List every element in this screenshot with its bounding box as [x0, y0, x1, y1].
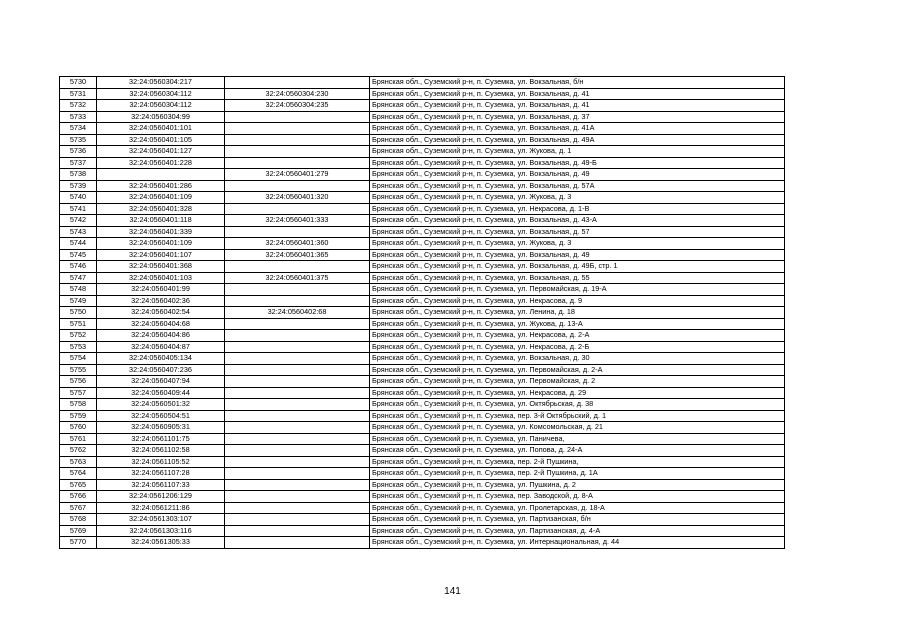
row-number-cell: 5762 [60, 445, 97, 457]
row-number-cell: 5756 [60, 376, 97, 388]
row-number-cell: 5734 [60, 123, 97, 135]
linked-cadastral-number-cell [225, 502, 370, 514]
linked-cadastral-number-cell [225, 353, 370, 365]
linked-cadastral-number-cell: 32:24:0560401:333 [225, 215, 370, 227]
table-row [60, 77, 785, 89]
cadastral-table [59, 76, 785, 549]
row-number-cell: 5749 [60, 295, 97, 307]
row-number-cell: 5765 [60, 479, 97, 491]
table-row [60, 215, 785, 227]
cadastral-number-cell: 32:24:0561211:86 [97, 502, 225, 514]
linked-cadastral-number-cell: 32:24:0560401:360 [225, 238, 370, 250]
row-number-cell: 5757 [60, 387, 97, 399]
address-cell: Брянская обл., Суземский р-н, п. Суземка, ул. Вокзальная, д. 49 [370, 169, 785, 181]
linked-cadastral-number-cell [225, 422, 370, 434]
address-cell: Брянская обл., Суземский р-н, п. Суземка, ул. Ленина, д. 18 [370, 307, 785, 319]
row-number-cell: 5760 [60, 422, 97, 434]
row-number-cell: 5748 [60, 284, 97, 296]
linked-cadastral-number-cell [225, 514, 370, 526]
address-cell: Брянская обл., Суземский р-н, п. Суземка, ул. Комсомольская, д. 21 [370, 422, 785, 434]
linked-cadastral-number-cell [225, 157, 370, 169]
address-cell: Брянская обл., Суземский р-н, п. Суземка, ул. Вокзальная, д. 43-А [370, 215, 785, 227]
row-number-cell: 5739 [60, 180, 97, 192]
linked-cadastral-number-cell [225, 537, 370, 549]
table-row [60, 134, 785, 146]
cadastral-number-cell: 32:24:0561102:58 [97, 445, 225, 457]
linked-cadastral-number-cell [225, 491, 370, 503]
table-row [60, 479, 785, 491]
cadastral-number-cell: 32:24:0560304:112 [97, 100, 225, 112]
table-row [60, 146, 785, 158]
address-cell: Брянская обл., Суземский р-н, п. Суземка, ул. Интернациональная, д. 44 [370, 537, 785, 549]
address-cell: Брянская обл., Суземский р-н, п. Суземка, ул. Жукова, д. 13-А [370, 318, 785, 330]
linked-cadastral-number-cell [225, 376, 370, 388]
cadastral-number-cell: 32:24:0560401:118 [97, 215, 225, 227]
linked-cadastral-number-cell [225, 111, 370, 123]
cadastral-number-cell: 32:24:0560409:44 [97, 387, 225, 399]
cadastral-table-body [60, 77, 785, 549]
cadastral-number-cell: 32:24:0560905:31 [97, 422, 225, 434]
table-row [60, 456, 785, 468]
row-number-cell: 5770 [60, 537, 97, 549]
address-cell: Брянская обл., Суземский р-н, п. Суземка, ул. Некрасова, д. 9 [370, 295, 785, 307]
linked-cadastral-number-cell: 32:24:0560401:365 [225, 249, 370, 261]
cadastral-number-cell: 32:24:0560401:368 [97, 261, 225, 273]
cadastral-number-cell: 32:24:0560401:109 [97, 192, 225, 204]
cadastral-number-cell: 32:24:0560402:36 [97, 295, 225, 307]
row-number-cell: 5768 [60, 514, 97, 526]
linked-cadastral-number-cell [225, 445, 370, 457]
cadastral-number-cell: 32:24:0560404:68 [97, 318, 225, 330]
address-cell: Брянская обл., Суземский р-н, п. Суземка, ул. Вокзальная, д. 37 [370, 111, 785, 123]
table-row [60, 295, 785, 307]
row-number-cell: 5747 [60, 272, 97, 284]
address-cell: Брянская обл., Суземский р-н, п. Суземка, пер. 2-й Пушкина, д. 1А [370, 468, 785, 480]
table-row [60, 491, 785, 503]
address-cell: Брянская обл., Суземский р-н, п. Суземка, ул. Жукова, д. 3 [370, 238, 785, 250]
cadastral-number-cell: 32:24:0561305:33 [97, 537, 225, 549]
row-number-cell: 5769 [60, 525, 97, 537]
linked-cadastral-number-cell [225, 295, 370, 307]
cadastral-number-cell: 32:24:0560404:86 [97, 330, 225, 342]
cadastral-number-cell: 32:24:0561107:28 [97, 468, 225, 480]
row-number-cell: 5750 [60, 307, 97, 319]
linked-cadastral-number-cell [225, 456, 370, 468]
table-row [60, 318, 785, 330]
row-number-cell: 5741 [60, 203, 97, 215]
cadastral-number-cell: 32:24:0560407:236 [97, 364, 225, 376]
cadastral-number-cell: 32:24:0560401:228 [97, 157, 225, 169]
linked-cadastral-number-cell [225, 525, 370, 537]
address-cell: Брянская обл., Суземский р-н, п. Суземка, ул. Пушкина, д. 2 [370, 479, 785, 491]
row-number-cell: 5755 [60, 364, 97, 376]
linked-cadastral-number-cell [225, 410, 370, 422]
cadastral-number-cell: 32:24:0561303:116 [97, 525, 225, 537]
table-row [60, 445, 785, 457]
address-cell: Брянская обл., Суземский р-н, п. Суземка, ул. Вокзальная, д. 55 [370, 272, 785, 284]
linked-cadastral-number-cell: 32:24:0560402:68 [225, 307, 370, 319]
table-row [60, 502, 785, 514]
address-cell: Брянская обл., Суземский р-н, п. Суземка, ул. Вокзальная, д. 57 [370, 226, 785, 238]
address-cell: Брянская обл., Суземский р-н, п. Суземка, ул. Вокзальная, д. 49-Б [370, 157, 785, 169]
address-cell: Брянская обл., Суземский р-н, п. Суземка, ул. Вокзальная, д. 41А [370, 123, 785, 135]
row-number-cell: 5746 [60, 261, 97, 273]
table-row [60, 364, 785, 376]
cadastral-number-cell: 32:24:0560304:112 [97, 88, 225, 100]
address-cell: Брянская обл., Суземский р-н, п. Суземка, ул. Партизанская, д. 4-А [370, 525, 785, 537]
row-number-cell: 5735 [60, 134, 97, 146]
cadastral-number-cell: 32:24:0560407:94 [97, 376, 225, 388]
table-row [60, 514, 785, 526]
table-row [60, 261, 785, 273]
address-cell: Брянская обл., Суземский р-н, п. Суземка, ул. Первомайская, д. 2-А [370, 364, 785, 376]
row-number-cell: 5744 [60, 238, 97, 250]
row-number-cell: 5730 [60, 77, 97, 89]
row-number-cell: 5751 [60, 318, 97, 330]
cadastral-number-cell: 32:24:0560401:103 [97, 272, 225, 284]
linked-cadastral-number-cell [225, 203, 370, 215]
linked-cadastral-number-cell: 32:24:0560401:320 [225, 192, 370, 204]
linked-cadastral-number-cell [225, 318, 370, 330]
table-row [60, 123, 785, 135]
linked-cadastral-number-cell: 32:24:0560304:230 [225, 88, 370, 100]
linked-cadastral-number-cell [225, 399, 370, 411]
table-row [60, 307, 785, 319]
cadastral-number-cell: 32:24:0560402:54 [97, 307, 225, 319]
row-number-cell: 5738 [60, 169, 97, 181]
table-row [60, 341, 785, 353]
linked-cadastral-number-cell [225, 134, 370, 146]
address-cell: Брянская обл., Суземский р-н, п. Суземка, ул. Вокзальная, б/н [370, 77, 785, 89]
cadastral-number-cell: 32:24:0560401:339 [97, 226, 225, 238]
linked-cadastral-number-cell [225, 433, 370, 445]
cadastral-number-cell: 32:24:0560401:99 [97, 284, 225, 296]
linked-cadastral-number-cell [225, 123, 370, 135]
linked-cadastral-number-cell: 32:24:0560401:279 [225, 169, 370, 181]
cadastral-number-cell: 32:24:0560401:286 [97, 180, 225, 192]
address-cell: Брянская обл., Суземский р-н, п. Суземка, ул. Некрасова, д. 2-А [370, 330, 785, 342]
address-cell: Брянская обл., Суземский р-н, п. Суземка, ул. Вокзальная, д. 41 [370, 100, 785, 112]
table-row [60, 157, 785, 169]
cadastral-number-cell: 32:24:0560504:51 [97, 410, 225, 422]
cadastral-number-cell: 32:24:0561107:33 [97, 479, 225, 491]
address-cell: Брянская обл., Суземский р-н, п. Суземка, ул. Попова, д. 24-А [370, 445, 785, 457]
table-row [60, 226, 785, 238]
address-cell: Брянская обл., Суземский р-н, п. Суземка, ул. Октябрьская, д. 38 [370, 399, 785, 411]
row-number-cell: 5759 [60, 410, 97, 422]
cadastral-number-cell: 32:24:0560401:101 [97, 123, 225, 135]
row-number-cell: 5740 [60, 192, 97, 204]
cadastral-number-cell: 32:24:0560304:99 [97, 111, 225, 123]
linked-cadastral-number-cell [225, 146, 370, 158]
linked-cadastral-number-cell [225, 479, 370, 491]
cadastral-number-cell: 32:24:0560404:87 [97, 341, 225, 353]
table-row [60, 433, 785, 445]
address-cell: Брянская обл., Суземский р-н, п. Суземка, ул. Первомайская, д. 19-А [370, 284, 785, 296]
table-row [60, 238, 785, 250]
table-row [60, 180, 785, 192]
row-number-cell: 5761 [60, 433, 97, 445]
cadastral-number-cell: 32:24:0560405:134 [97, 353, 225, 365]
table-row [60, 399, 785, 411]
table-row [60, 272, 785, 284]
row-number-cell: 5745 [60, 249, 97, 261]
row-number-cell: 5766 [60, 491, 97, 503]
table-row [60, 410, 785, 422]
row-number-cell: 5753 [60, 341, 97, 353]
address-cell: Брянская обл., Суземский р-н, п. Суземка, ул. Вокзальная, д. 30 [370, 353, 785, 365]
linked-cadastral-number-cell [225, 341, 370, 353]
address-cell: Брянская обл., Суземский р-н, п. Суземка, пер. 3-й Октябрьский, д. 1 [370, 410, 785, 422]
table-row [60, 537, 785, 549]
cadastral-number-cell: 32:24:0561101:75 [97, 433, 225, 445]
row-number-cell: 5743 [60, 226, 97, 238]
address-cell: Брянская обл., Суземский р-н, п. Суземка, ул. Первомайская, д. 2 [370, 376, 785, 388]
address-cell: Брянская обл., Суземский р-н, п. Суземка, ул. Партизанская, б/н [370, 514, 785, 526]
table-row [60, 422, 785, 434]
table-row [60, 111, 785, 123]
cadastral-number-cell: 32:24:0560401:109 [97, 238, 225, 250]
address-cell: Брянская обл., Суземский р-н, п. Суземка, ул. Некрасова, д. 1-В [370, 203, 785, 215]
address-cell: Брянская обл., Суземский р-н, п. Суземка, ул. Вокзальная, д. 57А [370, 180, 785, 192]
address-cell: Брянская обл., Суземский р-н, п. Суземка, пер. Заводской, д. 8-А [370, 491, 785, 503]
linked-cadastral-number-cell [225, 330, 370, 342]
table-row [60, 249, 785, 261]
address-cell: Брянская обл., Суземский р-н, п. Суземка, ул. Вокзальная, д. 49А [370, 134, 785, 146]
cadastral-number-cell: 32:24:0560401:107 [97, 249, 225, 261]
table-row [60, 284, 785, 296]
table-row [60, 387, 785, 399]
table-row [60, 525, 785, 537]
cadastral-number-cell: 32:24:0560401:328 [97, 203, 225, 215]
address-cell: Брянская обл., Суземский р-н, п. Суземка, ул. Пролетарская, д. 18-А [370, 502, 785, 514]
row-number-cell: 5758 [60, 399, 97, 411]
table-row [60, 468, 785, 480]
address-cell: Брянская обл., Суземский р-н, п. Суземка, ул. Жукова, д. 1 [370, 146, 785, 158]
row-number-cell: 5763 [60, 456, 97, 468]
table-row [60, 192, 785, 204]
linked-cadastral-number-cell [225, 226, 370, 238]
row-number-cell: 5733 [60, 111, 97, 123]
address-cell: Брянская обл., Суземский р-н, п. Суземка, ул. Некрасова, д. 29 [370, 387, 785, 399]
linked-cadastral-number-cell [225, 364, 370, 376]
cadastral-number-cell: 32:24:0561206:129 [97, 491, 225, 503]
page-number: 141 [444, 586, 461, 597]
linked-cadastral-number-cell [225, 261, 370, 273]
linked-cadastral-number-cell [225, 180, 370, 192]
cadastral-number-cell: 32:24:0561303:107 [97, 514, 225, 526]
table-row [60, 376, 785, 388]
table-row [60, 330, 785, 342]
table-row [60, 100, 785, 112]
address-cell: Брянская обл., Суземский р-н, п. Суземка, ул. Паничева, [370, 433, 785, 445]
row-number-cell: 5764 [60, 468, 97, 480]
row-number-cell: 5752 [60, 330, 97, 342]
address-cell: Брянская обл., Суземский р-н, п. Суземка, ул. Вокзальная, д. 41 [370, 88, 785, 100]
linked-cadastral-number-cell: 32:24:0560304:235 [225, 100, 370, 112]
table-row [60, 353, 785, 365]
linked-cadastral-number-cell [225, 468, 370, 480]
cadastral-number-cell: 32:24:0560401:127 [97, 146, 225, 158]
table-row [60, 203, 785, 215]
row-number-cell: 5767 [60, 502, 97, 514]
linked-cadastral-number-cell [225, 77, 370, 89]
address-cell: Брянская обл., Суземский р-н, п. Суземка, ул. Вокзальная, д. 49 [370, 249, 785, 261]
cadastral-number-cell: 32:24:0560304:217 [97, 77, 225, 89]
cadastral-number-cell: 32:24:0560501:32 [97, 399, 225, 411]
table-row [60, 88, 785, 100]
linked-cadastral-number-cell [225, 284, 370, 296]
address-cell: Брянская обл., Суземский р-н, п. Суземка, ул. Некрасова, д. 2-Б [370, 341, 785, 353]
row-number-cell: 5736 [60, 146, 97, 158]
row-number-cell: 5754 [60, 353, 97, 365]
row-number-cell: 5732 [60, 100, 97, 112]
address-cell: Брянская обл., Суземский р-н, п. Суземка, ул. Вокзальная, д. 49Б, стр. 1 [370, 261, 785, 273]
cadastral-number-cell: 32:24:0560401:105 [97, 134, 225, 146]
linked-cadastral-number-cell: 32:24:0560401:375 [225, 272, 370, 284]
cadastral-number-cell [97, 169, 225, 181]
row-number-cell: 5731 [60, 88, 97, 100]
row-number-cell: 5737 [60, 157, 97, 169]
cadastral-number-cell: 32:24:0561105:52 [97, 456, 225, 468]
row-number-cell: 5742 [60, 215, 97, 227]
address-cell: Брянская обл., Суземский р-н, п. Суземка, ул. Жукова, д. 3 [370, 192, 785, 204]
address-cell: Брянская обл., Суземский р-н, п. Суземка, пер. 2-й Пушкина, [370, 456, 785, 468]
linked-cadastral-number-cell [225, 387, 370, 399]
table-row [60, 169, 785, 181]
